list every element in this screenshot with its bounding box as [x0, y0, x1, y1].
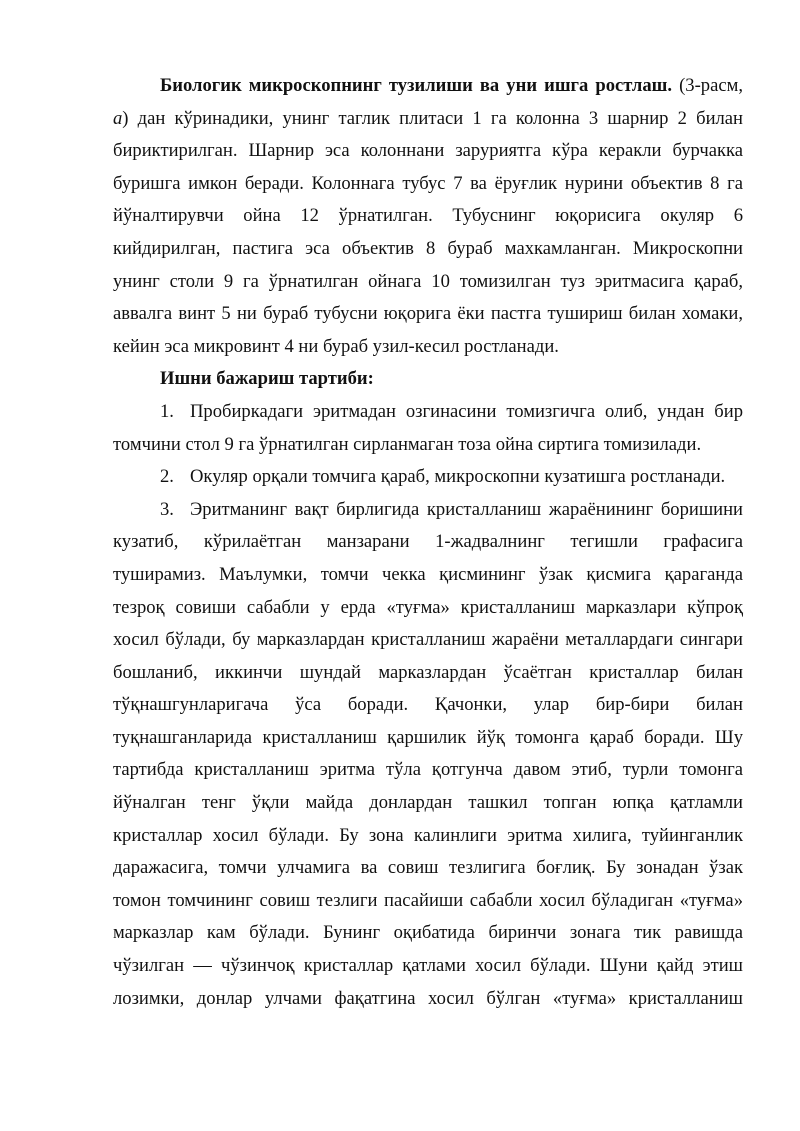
paragraph-line: тўқнашгунларигача ўса боради. Қачонки, улар бир-бири билан [113, 694, 743, 716]
document-page [113, 70, 743, 1015]
paragraph-line: унинг столи 9 га ўрнатилган ойнага 10 томизилган туз эритмасига қараб, [113, 270, 743, 292]
paragraph-line: 3. Эритманинг вақт бирлигида кристалланиш жараёнининг боришини [113, 494, 743, 527]
paragraph-line: томчини стол 9 га ўрнатилган сирланмаган тоза ойна сиртига томизилади. [113, 433, 702, 455]
step-number: 3. [160, 498, 174, 520]
paragraph-line: бошланиб, иккинчи шундай марказлардан ўсаётган кристаллар билан [113, 661, 743, 683]
paragraph-line: кийдирилган, пастига эса объектив 8 бураб махкамланган. Микроскопни [113, 237, 743, 259]
paragraph-line: хосил бўлади, бу марказлардан кристалланиш жараёни металлардаги сингари [113, 629, 743, 651]
paragraph-line: кристаллар хосил бўлади. Бу зона калинлиги эритма хилига, туйинганлик [113, 824, 743, 846]
paragraph-line: кейин эса микровинт 4 ни бураб узил-кесил ростланади. [113, 335, 559, 357]
paragraph-line: тезроқ совиши сабабли у ерда «туғма» кристалланиш марказлари кўпроқ [113, 596, 743, 618]
paragraph-line: 1. Пробиркадаги эритмадан озгинасини томизгичга олиб, ундан бир [113, 396, 743, 429]
paragraph-line: бириктирилган. Шарнир эса колоннани заруриятга кўра керакли бурчакка [113, 140, 743, 162]
paragraph-line: чўзилган — чўзинчоқ кристаллар қатлами хосил бўлади. Шуни қайд этиш [113, 955, 743, 977]
figure-letter: а [113, 107, 123, 129]
paragraph-line: марказлар кам бўлади. Бунинг оқибатида биринчи зонага тик равишда [113, 922, 743, 944]
paragraph-line: туқнашганларида кристалланиш қаршилик йўқ томонга қараб боради. Шу [113, 726, 743, 748]
step-number: 1. [160, 400, 174, 422]
paragraph-line: томон томчининг совиш тезлиги пасайиши сабабли хосил бўладиган «туғма» [113, 889, 743, 911]
figure-reference: (3-расм, [679, 75, 743, 96]
procedure-step [113, 461, 743, 494]
paragraph-line: туширамиз. Маълумки, томчи чекка қисмининг ўзак қисмига қараганда [113, 563, 743, 585]
procedure-step [113, 494, 743, 1016]
paragraph-line [113, 70, 743, 103]
section-title: Биологик микроскопнинг тузилиши ва уни ишга ростлаш. [160, 75, 672, 96]
paragraph-line: буришга имкон беради. Колоннага тубус 7 ва ёруғлик нурини объектив 8 га [113, 172, 743, 194]
paragraph-line: йўналган тенг ўқли майда донлардан ташкил топган юпқа қатламли [113, 792, 743, 814]
paragraph-line: йўналтирувчи ойна 12 ўрнатилган. Тубуснинг юқорисига окуляр 6 [113, 205, 743, 227]
paragraph-line: 2. Окуляр орқали томчига қараб, микроскопни кузатишга ростланади. [113, 461, 743, 494]
procedure-heading: Ишни бажариш тартиби: [160, 368, 374, 390]
paragraph-line: кузатиб, кўрилаётган манзарани 1-жадвалнинг тегишли графасига [113, 531, 743, 553]
paragraph-line: аввалга винт 5 ни бураб тубусни юқорига ёки пастга тушириш билан хомаки, [113, 303, 743, 325]
step-number: 2. [160, 466, 174, 488]
procedure-step [113, 396, 743, 461]
intro-paragraph [113, 70, 743, 363]
paragraph-line: даражасига, томчи улчамига ва совиш тезлигига боғлиқ. Бу зонадан ўзак [113, 857, 743, 879]
paragraph-line: а) дан кўринадики, унинг таглик плитаси 1 га колонна 3 шарнир 2 билан [113, 107, 743, 129]
paragraph-line: лозимки, донлар улчами фақатгина хосил бўлган «туғма» кристалланиш [113, 987, 743, 1009]
paragraph-line: тартибда кристалланиш эритма тўла қотгунча давом этиб, турли томонга [113, 759, 743, 781]
